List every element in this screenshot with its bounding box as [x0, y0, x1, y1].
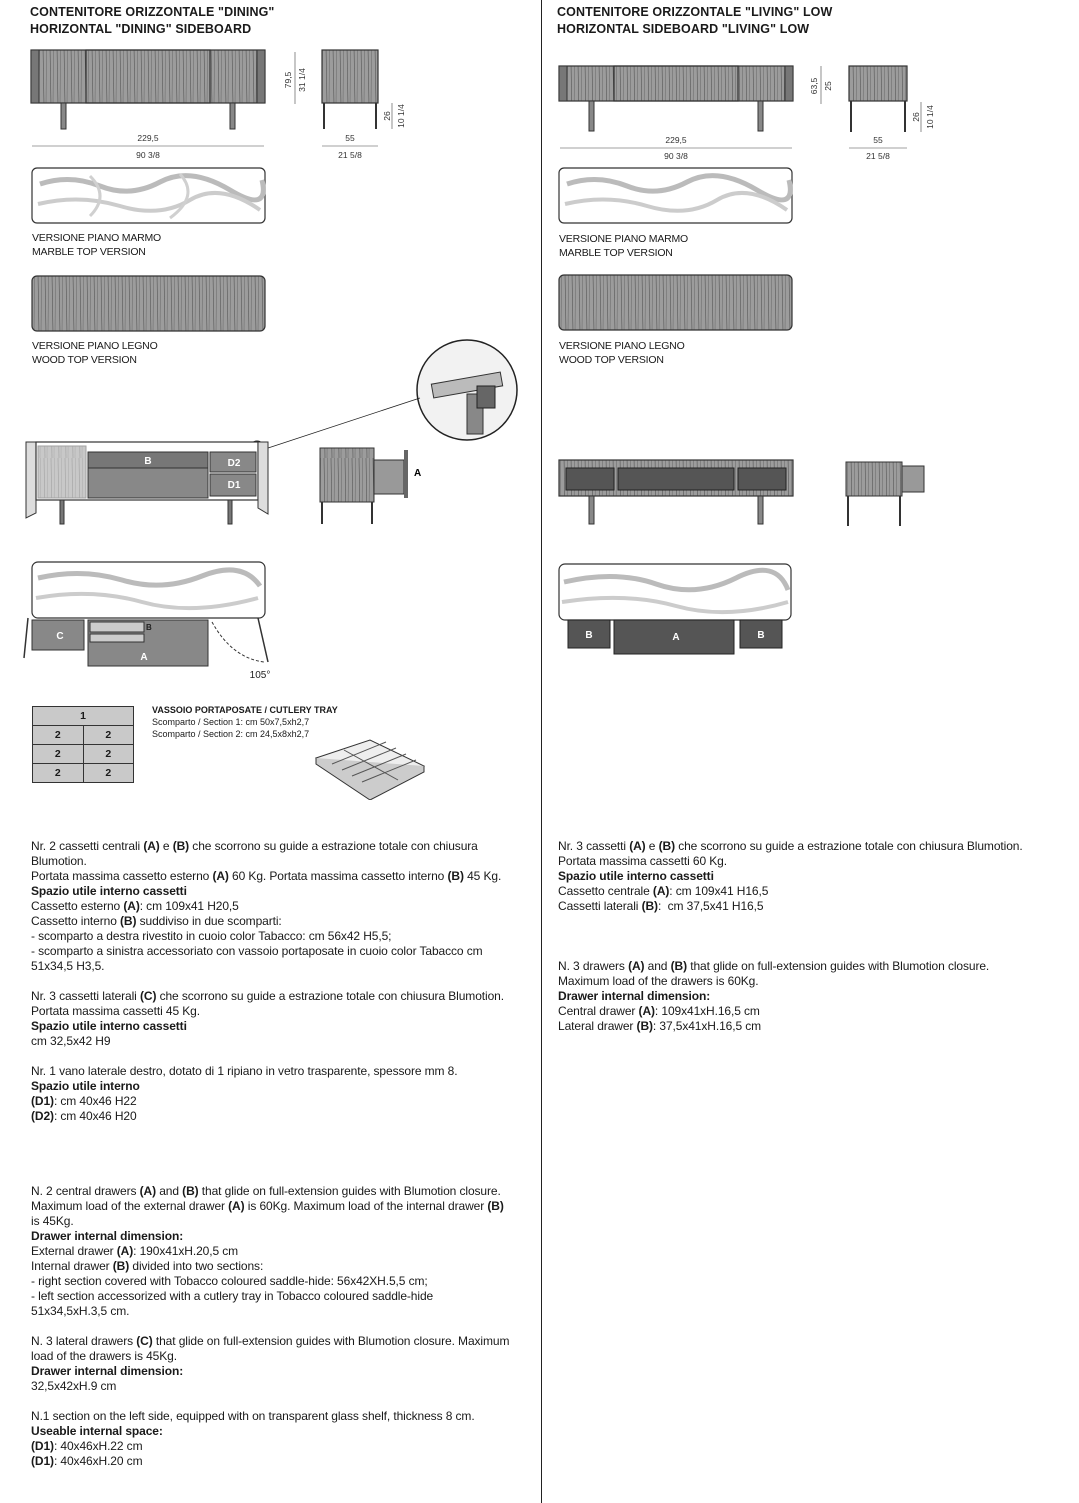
dining-top-view — [22, 558, 302, 682]
dining-marble-top — [30, 166, 268, 226]
tray-line2: Scomparto / Section 2: cm 24,5x8xh2,7 — [152, 729, 310, 739]
living-width-cm: 229,5 — [665, 135, 687, 145]
living-title — [557, 4, 832, 38]
tray-title: VASSOIO PORTAPOSATE / CUTLERY TRAY — [152, 705, 338, 715]
tray-section-2: 2 — [83, 726, 134, 745]
dining-depth-in: 21 5/8 — [338, 150, 362, 160]
tray-section-1: 1 — [33, 707, 134, 726]
tray-section-2: 2 — [83, 745, 134, 764]
dining-marble-it: VERSIONE PIANO MARMO — [32, 232, 162, 244]
living-marble-caption — [559, 232, 688, 260]
living-height-in: 25 — [823, 81, 833, 91]
dining-wood-en: WOOD TOP VERSION — [32, 354, 137, 366]
living-wood-caption — [559, 339, 685, 367]
tray-line1: Scomparto / Section 1: cm 50x7,5xh2,7 — [152, 717, 310, 727]
living-description-en: N. 3 drawers (A) and (B) that glide on full-extension guides with Blumotion closure. Maximum load of the drawers is 60Kg. Drawer internal dimension: Central drawer (A): 109x41xH.16,5 cm Lateral drawer (B): 37,5x41xH.16,5 cm — [558, 959, 990, 1033]
dining-height-dim — [280, 50, 310, 110]
living-height-cm: 63,5 — [809, 77, 819, 95]
angle-label: 105° — [249, 670, 271, 681]
dining-title-it: CONTENITORE ORIZZONTALE "DINING" — [30, 5, 275, 19]
dining-width-in: 90 3/8 — [136, 150, 160, 160]
living-wood-it: VERSIONE PIANO LEGNO — [559, 340, 685, 352]
label-b: B — [144, 456, 152, 467]
living-title-it: CONTENITORE ORIZZONTALE "LIVING" LOW — [557, 5, 833, 19]
label-d1: D1 — [227, 480, 241, 491]
dining-leg-in: 10 1/4 — [396, 104, 406, 128]
living-wood-en: WOOD TOP VERSION — [559, 354, 664, 366]
label-a-side: A — [414, 468, 422, 479]
living-height-dim — [806, 64, 836, 114]
tray-section-2: 2 — [33, 726, 84, 745]
living-top-view — [556, 560, 796, 656]
dining-marble-caption — [32, 231, 161, 259]
living-leg-in: 10 1/4 — [925, 105, 935, 129]
cutlery-tray-grid — [32, 706, 134, 783]
tray-legend — [152, 704, 338, 740]
dining-wood-top — [30, 274, 268, 334]
living-marble-en: MARBLE TOP VERSION — [559, 247, 673, 259]
dining-height-cm: 79,5 — [283, 71, 293, 89]
living-leg-cm: 26 — [911, 112, 921, 122]
living-title-en: HORIZONTAL SIDEBOARD "LIVING" LOW — [557, 22, 810, 36]
dining-title — [30, 4, 274, 38]
living-depth-cm: 55 — [873, 135, 883, 145]
living-label-a: A — [672, 632, 680, 643]
living-width-in: 90 3/8 — [664, 151, 688, 161]
dining-front-elevation — [28, 46, 268, 164]
living-depth-in: 21 5/8 — [866, 151, 890, 161]
living-marble-top — [557, 166, 795, 226]
dining-open-front — [22, 338, 522, 534]
tray-section-2: 2 — [83, 764, 134, 783]
living-marble-it: VERSIONE PIANO MARMO — [559, 233, 689, 245]
dining-width-cm: 229,5 — [137, 133, 159, 143]
living-open-front — [556, 456, 936, 532]
dining-title-en: HORIZONTAL "DINING" SIDEBOARD — [30, 22, 252, 36]
label-d2: D2 — [227, 458, 241, 469]
dining-depth-cm: 55 — [345, 133, 355, 143]
living-side-elevation — [845, 62, 941, 166]
tray-section-2: 2 — [33, 745, 84, 764]
dining-side-elevation — [318, 46, 414, 164]
dining-marble-en: MARBLE TOP VERSION — [32, 246, 146, 258]
dining-description-it: Nr. 2 cassetti centrali (A) e (B) che scorrono su guide a estrazione totale con chiusura Blumotion. Portata massima cassetto esterno (A) 60 Kg. Portata massima cassetto interno (B) 45 Kg. Spazio utile interno cassetti Cassetto esterno (A): cm 109x41 H20,5 Cassetto interno (B) suddiviso in due scomparti: - scomparto a destra rivestito in cuoio color Tabacco: cm 56x42 H5,5; - scomparto a sinistra accessoriato con vassoio portaposate in cuoio color Tabacco cm 51x34,5 H3,5. Nr. 3 cassetti laterali (C) che scorrono su guide a estrazione totale con chiusura Blumotion. Portata massima cassetti 45 Kg. Spazio utile interno cassetti cm 32,5x42 H9 Nr. 1 vano laterale destro, dotato di 1 ripiano in vetro trasparente, spessore mm 8. Spazio utile interno (D1): cm 40x46 H22 (D2): cm 40x46 H20 — [31, 839, 504, 1123]
tray-section-2: 2 — [33, 764, 84, 783]
living-wood-top — [557, 273, 795, 333]
cutlery-tray-drawing — [312, 736, 428, 800]
dining-height-in: 31 1/4 — [297, 68, 307, 92]
living-label-b-right: B — [757, 630, 765, 641]
dining-description-en: N. 2 central drawers (A) and (B) that glide on full-extension guides with Blumotion closure. Maximum load of the external drawer (A) is 60Kg. Maximum load of the internal drawer (B) is 45Kg. Drawer internal dimension: External drawer (A): 190x41xH.20,5 cm Internal drawer (B) divided into two sections: - right section covered with Tobacco coloured saddle-hide: 56x42XH.5,5 cm; - left section accessorized with a cutlery tray in Tobacco coloured saddle-hide 51x34,5xH.3,5 cm. N. 3 lateral drawers (C) that glide on full-extension guides with Blumotion closure. Maximum load of the drawers is 45Kg. Drawer internal dimension: 32,5x42xH.9 cm N.1 section on the left side, equipped with on transparent glass shelf, thickness 8 cm. Useable internal space: (D1): 40x46xH.22 cm (D1): 40x46xH.20 cm — [31, 1184, 510, 1468]
living-description-it: Nr. 3 cassetti (A) e (B) che scorrono su guide a estrazione totale con chiusura Blumotion. Portata massima cassetti 60 Kg. Spazio utile interno cassetti Cassetto centrale (A): cm 109x41 H16,5 Cassetti laterali (B): cm 37,5x41 H16,5 — [558, 839, 1023, 913]
label-a-top: A — [140, 652, 148, 663]
living-label-b-left: B — [585, 630, 593, 641]
column-divider — [541, 0, 542, 1503]
dining-wood-it: VERSIONE PIANO LEGNO — [32, 340, 158, 352]
label-c: C — [56, 631, 64, 642]
dining-leg-cm: 26 — [382, 111, 392, 121]
label-b-top: B — [146, 623, 152, 632]
living-front-elevation — [556, 62, 796, 166]
